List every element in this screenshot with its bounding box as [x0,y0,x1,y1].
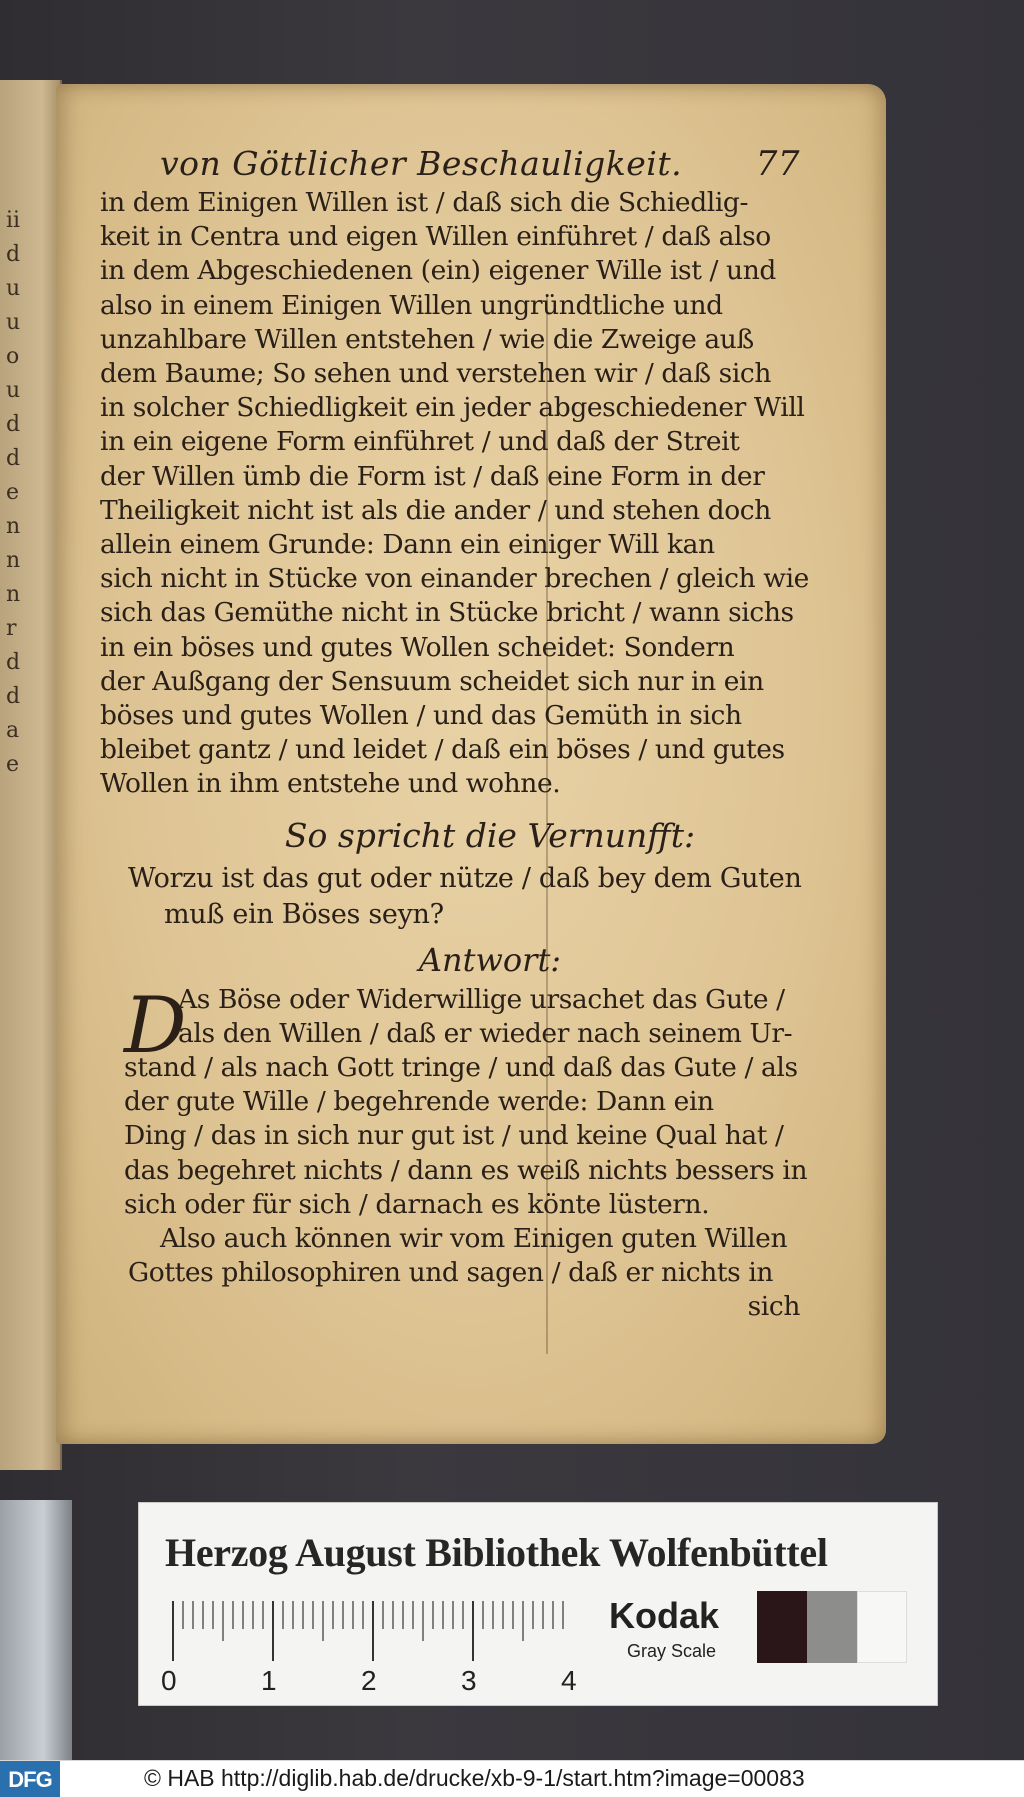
answer-line: sich oder für sich / darnach es könte lüstern. [124,1188,710,1220]
body-line: unzahlbare Willen entstehen / wie die Zweige auß [100,323,754,355]
answer-line: Gottes philosophiren und sagen / daß er nichts in [128,1257,774,1289]
prev-page-fragment: o [6,344,20,369]
answer-heading: Antwort: [418,940,562,979]
catchword: sich [747,1291,800,1323]
swatch-white [857,1591,907,1663]
drop-cap: D [124,980,187,1071]
answer-line: das begehret nichts / dann es weiß nichts bessers in [124,1154,808,1186]
prev-page-fragment: n [6,548,21,573]
body-line: in dem Einigen Willen ist / daß sich die Schiedlig- [100,187,749,218]
prev-page-fragment: r [6,616,17,641]
body-line: in ein böses und gutes Wollen scheidet: Sondern [100,631,735,663]
prev-page-fragment: e [6,752,20,777]
kodak-logo: Kodak [609,1595,720,1636]
body-line: allein einem Grunde: Dann ein einiger Will kan [100,529,715,561]
body-text [100,186,820,802]
prev-page-fragment: a [6,718,20,743]
prev-page-fragment: d [6,684,21,709]
prev-page-fragment: u [6,378,21,403]
answer-line: stand / als nach Gott tringe / und daß das Gute / als [124,1052,798,1084]
gray-scale-label: Gray Scale [627,1641,717,1661]
question-line: Worzu ist das gut oder nütze / daß bey dem Guten [128,862,802,894]
question-line: muß ein Böses seyn? [164,898,444,930]
ruler-number: 2 [361,1665,377,1696]
page-header [100,144,800,184]
answer-line: als den Willen / daß er wieder nach seinem Ur- [178,1017,793,1049]
answer-line: Also auch können wir vom Einigen guten Willen [160,1223,788,1255]
body-line: keit in Centra und eigen Willen einführet / daß also [100,221,771,253]
prev-page-fragment: u [6,276,21,301]
body-line: in ein eigene Form einführet / und daß der Streit [100,426,740,458]
prev-page-fragment: ii [6,208,21,233]
body-line: dem Baume; So sehen und verstehen wir / daß sich [100,358,772,390]
page-number: 77 [755,144,800,184]
body-line: sich das Gemüthe nicht in Stücke bricht / wann sichs [100,597,794,629]
body-line: sich nicht in Stücke von einander brechen / gleich wie [100,563,809,595]
library-name: Herzog August Bibliothek Wolfenbüttel [165,1530,828,1575]
prev-page-fragment: d [6,446,21,471]
question-text [100,861,820,933]
body-line: der Außgang der Sensuum scheidet sich nur in ein [100,665,764,697]
body-line: in dem Abgeschiedenen (ein) eigener Wille ist / und [100,255,776,287]
swatch-gray [807,1591,857,1663]
prev-page-fragment: d [6,412,21,437]
answer-text [100,980,820,1325]
color-reference-card [138,1502,938,1706]
prev-page-fragment: u [6,310,21,335]
body-line: der Willen ümb die Form ist / daß eine Form in der [100,460,765,492]
ruler-number: 1 [261,1665,277,1696]
running-head: von Göttlicher Beschauligkeit. [160,144,683,183]
answer-line: Ding / das in sich nur gut ist / und keine Qual hat / [124,1120,784,1152]
dfg-logo: DFG [0,1761,60,1797]
answer-line: As Böse oder Widerwillige ursachet das Gute / [178,983,785,1015]
body-line: also in einem Einigen Willen ungründtliche und [100,289,723,321]
ruler-number: 4 [561,1665,577,1696]
body-line: in solcher Schiedligkeit ein jeder abgeschiedener Will [100,392,805,424]
prev-page-fragment: d [6,650,21,675]
body-line: bleibet gantz / und leidet / daß ein böses / und gutes [100,734,785,766]
body-line: Wollen in ihm entstehe und wohne. [100,768,561,800]
prev-page-fragment: d [6,242,21,267]
answer-line: der gute Wille / begehrende werde: Dann ein [124,1086,714,1118]
body-line: Theiligkeit nicht ist als die ander / und stehen doch [100,494,771,526]
prev-page-fragment: n [6,582,21,607]
swatch-dark [757,1591,807,1663]
ruler-number: 3 [461,1665,477,1696]
prev-page-fragment: n [6,514,21,539]
page-text [100,144,820,1325]
body-line: böses und gutes Wollen / und das Gemüth in sich [100,700,742,732]
ruler-scale [167,1601,567,1663]
prev-page-fragment: e [6,480,20,505]
book-page [56,84,886,1444]
section-heading: So spricht die Vernunfft: [284,815,696,855]
ruler-number: 0 [161,1665,177,1696]
footer-bar [0,1760,1024,1797]
copyright-link[interactable]: © HAB http://diglib.hab.de/drucke/xb-9-1/start.htm?image=00083 [144,1765,805,1791]
previous-page-bottom [0,1500,72,1760]
previous-page-edge [0,80,62,1470]
